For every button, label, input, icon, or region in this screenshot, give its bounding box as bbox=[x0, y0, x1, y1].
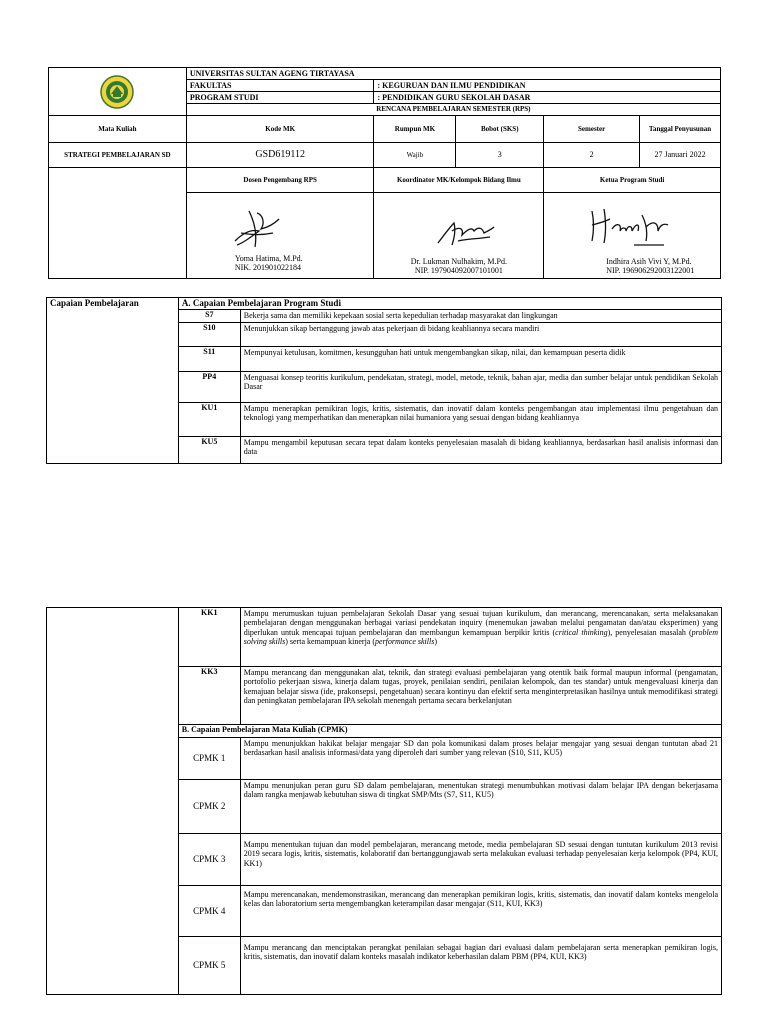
empty-label-cell bbox=[47, 608, 179, 995]
cpl-code: PP4 bbox=[178, 371, 240, 402]
cpl-code: S10 bbox=[178, 322, 240, 346]
cpl-code-kk1: KK1 bbox=[178, 608, 240, 667]
cpmk-section-b: B. Capaian Pembelajaran Mata Kuliah (CPMK) bbox=[178, 725, 721, 738]
cpmk-text: Mampu menentukan tujuan dan model pembelajaran, merancang metode, media pembelajaran SD sesuai dengan tuntutan kurikulum 2013 revisi 2019 secara logis, kritis, sistematis, kolaboratif dan bertanggungjawab serta melakukan evaluasi terhadap penyelesaian kerja kelompok (PP4, KUI, KK1) bbox=[240, 834, 721, 886]
cpl-section-a: A. Capaian Pembelajaran Program Studi bbox=[178, 298, 721, 310]
signer-name-ketua: Indhira Asih Vivi Y, M.Pd. bbox=[606, 257, 692, 266]
cpmk-text: Mampu merancang dan menciptakan perangkat penilaian sebagai bagian dari evaluasi dalam pembelajaran serta menerapkan pemikiran logis, kritis, sistematis, dan inovatif dalam konteks masalah indikator keberhasilan dalam PBM (PP4, KUI, KK3) bbox=[240, 937, 721, 995]
sig-header-koordinator: Koordinator MK/Kelompok Bidang Ilmu bbox=[374, 168, 544, 193]
university-logo bbox=[100, 75, 134, 109]
course-code: GSD619112 bbox=[186, 143, 374, 168]
cpl-code: S11 bbox=[178, 346, 240, 371]
col-header-mata-kuliah: Mata Kuliah bbox=[49, 116, 187, 143]
cpmk-text: Mampu menunjukan peran guru SD dalam pembelajaran, menentukan strategi menumbuhkan motivasi dalam belajar IPA dengan bekerjasama dalam rangka menjawab kebutuhan siswa di tingkat SMP/Mts (S7, S11, KU5) bbox=[240, 780, 721, 834]
sig-header-ketua: Ketua Program Studi bbox=[544, 168, 721, 193]
course-semester: 2 bbox=[544, 143, 640, 168]
cpmk-code: CPMK 3 bbox=[178, 834, 240, 886]
col-header-kode-mk: Kode MK bbox=[186, 116, 374, 143]
faculty-label: FAKULTAS bbox=[186, 80, 374, 92]
cpl-label: Capaian Pembelajaran bbox=[47, 298, 179, 464]
col-header-tanggal: Tanggal Penyusunan bbox=[640, 116, 721, 143]
cpl-cpmk-table bbox=[46, 607, 722, 995]
course-credits: 3 bbox=[456, 143, 544, 168]
signer-id-koordinator: NIP. 197904092007101001 bbox=[414, 266, 503, 276]
signature-koordinator bbox=[434, 213, 496, 251]
col-header-bobot: Bobot (SKS) bbox=[456, 116, 544, 143]
cpl-text-kk3: Mampu merancang dan menggunakan alat, teknik, dan strategi evaluasi pembelajaran yang otentik baik formal maupun informal (pengamatan, portofolio pekerjaan siswa, kinerja dalam tugas, proyek, penilaian sendiri, penilaian kelompok, dan tes standar) untuk mengevaluasi kinerja dan kemajuan belajar siswa (ide, prakonsepsi, pengetahuan) secara kontinyu dan efektif serta menginterpretasikan hasilnya untuk memodifikasi strategi dan peningkatan pembelajaran IPA sekolah menengah pertama secara berkelanjutan bbox=[240, 667, 721, 725]
program-value: : PENDIDIKAN GURU SEKOLAH DASAR bbox=[374, 92, 721, 104]
cpl-text: Bekerja sama dan memiliki kepekaan sosial serta kepedulian terhadap masyarakat dan lingkungan bbox=[240, 309, 721, 322]
cpl-text: Menguasai konsep teoritis kurikulum, pendekatan, strategi, model, metode, teknik, bahan ajar, media dan sumber belajar untuk pendidikan Sekolah Dasar bbox=[240, 371, 721, 402]
faculty-value: : KEGURUAN DAN ILMU PENDIDIKAN bbox=[374, 80, 721, 92]
cpl-code: S7 bbox=[178, 309, 240, 322]
cpl-code-kk3: KK3 bbox=[178, 667, 240, 725]
sig-header-dosen: Dosen Pengembang RPS bbox=[186, 168, 374, 193]
cpmk-code: CPMK 1 bbox=[178, 738, 240, 780]
university-name: UNIVERSITAS SULTAN AGENG TIRTAYASA bbox=[186, 68, 720, 80]
cpl-table bbox=[46, 297, 722, 464]
course-group: Wajib bbox=[374, 143, 456, 168]
cpl-code: KU1 bbox=[178, 402, 240, 436]
logo-cell bbox=[49, 68, 187, 116]
signer-name-dosen: Yoma Hatima, M.Pd. bbox=[234, 254, 303, 263]
signature-dosen bbox=[229, 203, 289, 251]
program-label: PROGRAM STUDI bbox=[186, 92, 374, 104]
empty-cell bbox=[49, 193, 187, 279]
cpl-text-kk1: Mampu merumuskan tujuan pembelajaran Sekolah Dasar yang sesuai tujuan kurikulum, dan merancang, merencanakan, serta melaksanakan pembelajaran dengan menggunakan berbagai variasi pendekatan inquiry (menemukan jawaban melalui pengamatan dan/atau eksperimen) yang diperlukan untuk mencapai tujuan pembelajaran dan membangun kemampuan berpikir kritis (critical thinking), penyelesaian masalah (problem solving skills) serta kemampuan kinerja (performance skills) bbox=[240, 608, 721, 667]
course-date: 27 Januari 2022 bbox=[640, 143, 721, 168]
course-name: STRATEGI PEMBELAJARAN SD bbox=[49, 143, 187, 168]
signer-id-dosen: NIK. 201901022184 bbox=[234, 263, 302, 273]
col-header-rumpun-mk: Rumpun MK bbox=[374, 116, 456, 143]
cpmk-code: CPMK 4 bbox=[178, 886, 240, 937]
cpl-code: KU5 bbox=[178, 436, 240, 463]
cpmk-text: Mampu merencanakan, mendemonstrasikan, merancang dan menerapkan pemikiran logis, kritis, sistematis, dan inovatif dalam konteks mengelola kelas dan laboratorium serta mengembangkan keterampilan dasar mengajar (S11, KUI, KK3) bbox=[240, 886, 721, 937]
cpmk-code: CPMK 5 bbox=[178, 937, 240, 995]
rps-header-table bbox=[48, 67, 721, 279]
cpl-text: Mampu mengambil keputusan secara tepat dalam konteks penyelesaian masalah di bidang keahliannya, berdasarkan hasil analisis informasi dan data bbox=[240, 436, 721, 463]
signature-cell-dosen bbox=[186, 193, 374, 279]
signature-cell-ketua bbox=[544, 193, 721, 279]
cpmk-code: CPMK 2 bbox=[178, 780, 240, 834]
document-title: RENCANA PEMBELAJARAN SEMESTER (RPS) bbox=[186, 104, 720, 116]
signature-cell-koordinator bbox=[374, 193, 544, 279]
signature-ketua bbox=[588, 201, 672, 249]
cpmk-text: Mampu menunjukkan hakikat belajar mengajar SD dan pola komunikasi dalam proses belajar mengajar yang sesuai dengan tuntutan abad 21 berdasarkan hasil analisis informasi/data yang diperoleh dari sumber yang relevan (S10, S11, KU5) bbox=[240, 738, 721, 780]
cpl-text: Menunjukkan sikap bertanggung jawab atas pekerjaan di bidang keahliannya secara mandiri bbox=[240, 322, 721, 346]
col-header-semester: Semester bbox=[544, 116, 640, 143]
empty-cell bbox=[49, 168, 187, 193]
cpl-text: Mampu menerapkan pemikiran logis, kritis, sistematis, dan inovatif dalam konteks pengembangan atau implementasi ilmu pengetahuan dan teknologi yang memperhatikan dan menerapkan nilai humaniora yang sesuai dengan bidang keahliannya bbox=[240, 402, 721, 436]
signer-name-koordinator: Dr. Lukman Nulhakim, M.Pd. bbox=[410, 257, 507, 266]
signer-id-ketua: NIP. 196906292003122001 bbox=[606, 266, 695, 276]
cpl-text: Mempunyai ketulusan, komitmen, kesungguhan hati untuk mengembangkan sikap, nilai, dan kemampuan peserta didik bbox=[240, 346, 721, 371]
